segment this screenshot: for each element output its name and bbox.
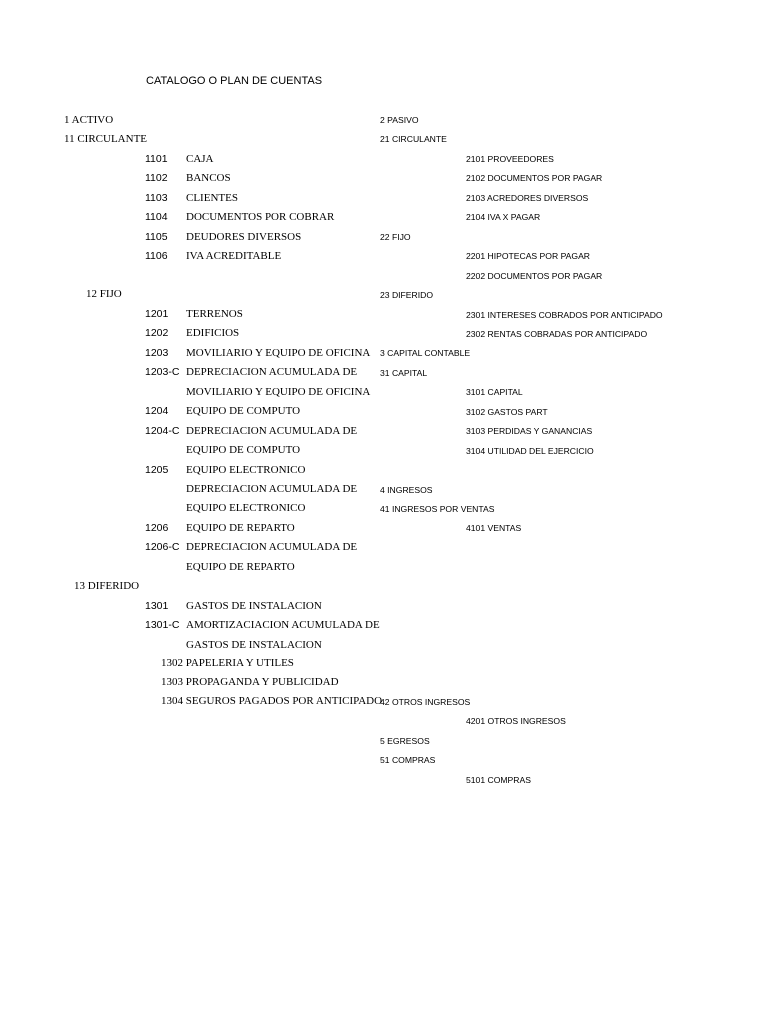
account-name: EQUIPO DE REPARTO	[186, 521, 295, 534]
group-heading: 3 CAPITAL CONTABLE	[380, 348, 471, 359]
account-line: 3101 CAPITAL	[466, 387, 523, 398]
account-line: 3104 UTILIDAD DEL EJERCICIO	[466, 445, 594, 456]
account-code: 1203	[145, 346, 169, 359]
group-heading: 4 INGRESOS	[380, 484, 433, 495]
account-name: EQUIPO DE COMPUTO	[186, 405, 301, 418]
account-line: 2104 IVA X PAGAR	[466, 212, 541, 223]
account-name: GASTOS DE INSTALACION	[186, 599, 322, 612]
account-line: 2301 INTERESES COBRADOS POR ANTICIPADO	[466, 309, 663, 320]
account-name: IVA ACREDITABLE	[186, 250, 282, 263]
account-name: AMORTIZACIACION ACUMULADA DE	[186, 619, 380, 632]
account-code: 1104	[145, 211, 168, 224]
group-heading: 51 COMPRAS	[380, 755, 436, 766]
account-line: 2102 DOCUMENTOS POR PAGAR	[466, 173, 603, 184]
account-line: 1303 PROPAGANDA Y PUBLICIDAD	[161, 676, 339, 689]
account-name: MOVILIARIO Y EQUIPO DE OFICINA	[186, 385, 371, 398]
account-code: 1204-C	[145, 424, 180, 437]
heading-activo: 1 ACTIVO	[64, 114, 114, 126]
group-heading: 21 CIRCULANTE	[380, 134, 447, 145]
account-name: DEUDORES DIVERSOS	[186, 230, 302, 243]
account-name: EQUIPO DE REPARTO	[186, 560, 295, 573]
account-code: 1103	[145, 191, 168, 204]
group-heading: 22 FIJO	[380, 231, 411, 242]
account-code: 1105	[145, 230, 168, 243]
account-code: 1101	[145, 152, 168, 165]
account-code: 1201	[145, 307, 169, 320]
account-line: 2302 RENTAS COBRADAS POR ANTICIPADO	[466, 328, 648, 339]
account-name: DEPRECIACION ACUMULADA DE	[186, 366, 358, 379]
account-line: 2103 ACREDORES DIVERSOS	[466, 192, 589, 203]
account-code: 1301-C	[145, 619, 180, 632]
account-line: 3102 GASTOS PART	[466, 406, 548, 417]
account-name: TERRENOS	[186, 307, 243, 320]
group-heading: 2 PASIVO	[380, 115, 419, 125]
account-code: 1106	[145, 250, 168, 263]
group-heading: 41 INGRESOS POR VENTAS	[380, 504, 495, 514]
account-line: 4101 VENTAS	[466, 523, 522, 534]
account-line: 2202 DOCUMENTOS POR PAGAR	[466, 270, 603, 281]
account-code: 1206	[145, 521, 169, 534]
account-name: MOVILIARIO Y EQUIPO DE OFICINA	[186, 346, 371, 359]
account-code: 1102	[145, 172, 168, 185]
heading-diferido: 13 DIFERIDO	[74, 580, 140, 593]
account-name: DEPRECIACION ACUMULADA DE	[186, 541, 358, 554]
group-heading: 23 DIFERIDO	[380, 290, 434, 301]
account-line: 1304 SEGUROS PAGADOS POR ANTICIPADO	[161, 695, 383, 708]
account-name: BANCOS	[186, 172, 231, 185]
group-heading: 42 OTROS INGRESOS	[380, 697, 471, 707]
account-name: CAJA	[186, 152, 214, 165]
heading-circulante: 11 CIRCULANTE	[64, 133, 148, 146]
account-line: 1302 PAPELERIA Y UTILES	[161, 657, 294, 670]
account-line: 2101 PROVEEDORES	[466, 153, 554, 164]
account-line: 3103 PERDIDAS Y GANANCIAS	[466, 426, 593, 437]
page-title: CATALOGO O PLAN DE CUENTAS	[146, 75, 323, 87]
account-name: CLIENTES	[186, 191, 238, 204]
account-line: 2201 HIPOTECAS POR PAGAR	[466, 251, 591, 262]
account-code: 1204	[145, 405, 169, 418]
account-line: 5101 COMPRAS	[466, 774, 531, 785]
account-name: DEPRECIACION ACUMULADA DE	[186, 483, 358, 495]
account-name: GASTOS DE INSTALACION	[186, 638, 322, 651]
account-name: DEPRECIACION ACUMULADA DE	[186, 424, 358, 437]
account-code: 1301	[145, 599, 169, 612]
account-code: 1206-C	[145, 541, 180, 554]
account-name: EQUIPO ELECTRONICO	[186, 502, 306, 515]
account-line: 4201 OTROS INGRESOS	[466, 716, 566, 727]
account-name: DOCUMENTOS POR COBRAR	[186, 211, 335, 224]
group-heading: 31 CAPITAL	[380, 367, 428, 378]
account-code: 1203-C	[145, 366, 180, 379]
heading-fijo: 12 FIJO	[86, 287, 122, 300]
account-code: 1205	[145, 463, 169, 476]
group-heading: 5 EGRESOS	[380, 735, 430, 746]
account-name: EQUIPO ELECTRONICO	[186, 463, 306, 476]
account-name: EDIFICIOS	[186, 327, 240, 340]
account-name: EQUIPO DE COMPUTO	[186, 444, 301, 457]
account-code: 1202	[145, 327, 169, 340]
